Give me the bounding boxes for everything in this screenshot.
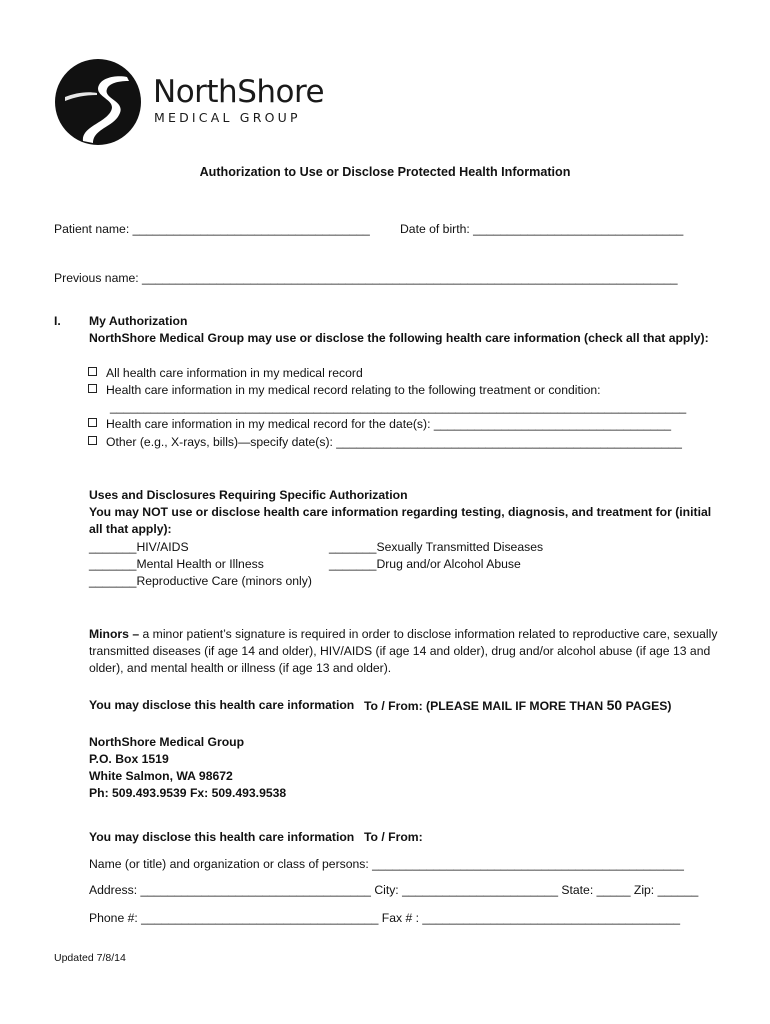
org-name: NorthShore [153, 74, 325, 110]
section-subheading: NorthShore Medical Group may use or disclose the following health care information (check all that apply): [89, 331, 709, 345]
recipient-name-field[interactable]: Name (or title) and organization or class of persons: ______________________________________________ [89, 857, 684, 871]
disclose-to-from-1 [364, 697, 671, 714]
initial-hiv-aids[interactable]: _______HIV/AIDS [89, 540, 189, 554]
initial-drug-alcohol[interactable]: _______Drug and/or Alcohol Abuse [329, 557, 521, 571]
option-treatment-condition [88, 382, 601, 398]
minors-paragraph [89, 626, 723, 677]
option-label: All health care information in my medical record [106, 366, 363, 380]
minors-text: a minor patient’s signature is required in order to disclose information related to reproductive care, sexually transmitted diseases (if age 14 and older), HIV/AIDS (if age 14 and older), drug and/or alcohol abuse (if age 13 and older), and mental health or illness (if age 13 and older). [89, 627, 718, 675]
address-city: White Salmon, WA 98672 [89, 769, 233, 783]
updated-date: Updated 7/8/14 [54, 952, 126, 964]
disclose-label-1: You may disclose this health care information [89, 698, 355, 712]
recipient-address-field[interactable]: Address: __________________________________ City: _______________________ State: _____ Zip: ______ [89, 883, 699, 897]
address-pobox: P.O. Box 1519 [89, 752, 169, 766]
org-subtitle: MEDICAL GROUP [154, 110, 301, 125]
previous-name-field[interactable]: Previous name: _______________________________________________________________________________ [54, 271, 678, 285]
minors-label: Minors – [89, 627, 140, 641]
option-label: Health care information in my medical record relating to the following treatment or condition: [106, 383, 601, 397]
address-org: NorthShore Medical Group [89, 735, 245, 749]
northshore-logo-icon [53, 57, 143, 147]
date-of-birth-field[interactable]: Date of birth: _______________________________ [400, 222, 684, 236]
specific-intro-1: You may NOT use or disclose health care information regarding testing, diagnosis, and treatment for (initial [89, 505, 712, 519]
checkbox[interactable] [88, 367, 97, 376]
page-limit: 50 [606, 697, 623, 713]
specific-intro-2: all that apply): [89, 522, 172, 536]
checkbox[interactable] [88, 384, 97, 393]
option-all-records [88, 365, 363, 381]
disclose-to-from-2: To / From: [364, 830, 423, 844]
condition-line-field[interactable]: _____________________________________________________________________________________ [110, 400, 687, 414]
disclose-label-2: You may disclose this health care information [89, 830, 355, 844]
checkbox[interactable] [88, 418, 97, 427]
to-from-text: To / From: (PLEASE MAIL IF MORE THAN [364, 699, 607, 713]
checkbox[interactable] [88, 436, 97, 445]
form-title: Authorization to Use or Disclose Protected Health Information [199, 165, 571, 179]
patient-name-field[interactable]: Patient name: ___________________________________ [54, 222, 370, 236]
specific-heading: Uses and Disclosures Requiring Specific Authorization [89, 488, 408, 502]
recipient-phone-field[interactable]: Phone #: ___________________________________ Fax # : ______________________________________ [89, 911, 681, 925]
section-heading: My Authorization [89, 314, 188, 328]
section-numeral: I. [54, 314, 61, 328]
pages-text: PAGES) [622, 699, 672, 713]
initial-std[interactable]: _______Sexually Transmitted Diseases [329, 540, 544, 554]
option-dates [88, 416, 671, 432]
option-other [88, 434, 682, 450]
initial-mental-health[interactable]: _______Mental Health or Illness [89, 557, 264, 571]
address-phone: Ph: 509.493.9539 Fx: 509.493.9538 [89, 786, 287, 800]
option-label: Other (e.g., X-rays, bills)—specify date(s): ___________________________________________________ [106, 435, 682, 449]
initial-reproductive-care[interactable]: _______Reproductive Care (minors only) [89, 574, 312, 588]
option-label: Health care information in my medical record for the date(s): ___________________________________ [106, 417, 672, 431]
